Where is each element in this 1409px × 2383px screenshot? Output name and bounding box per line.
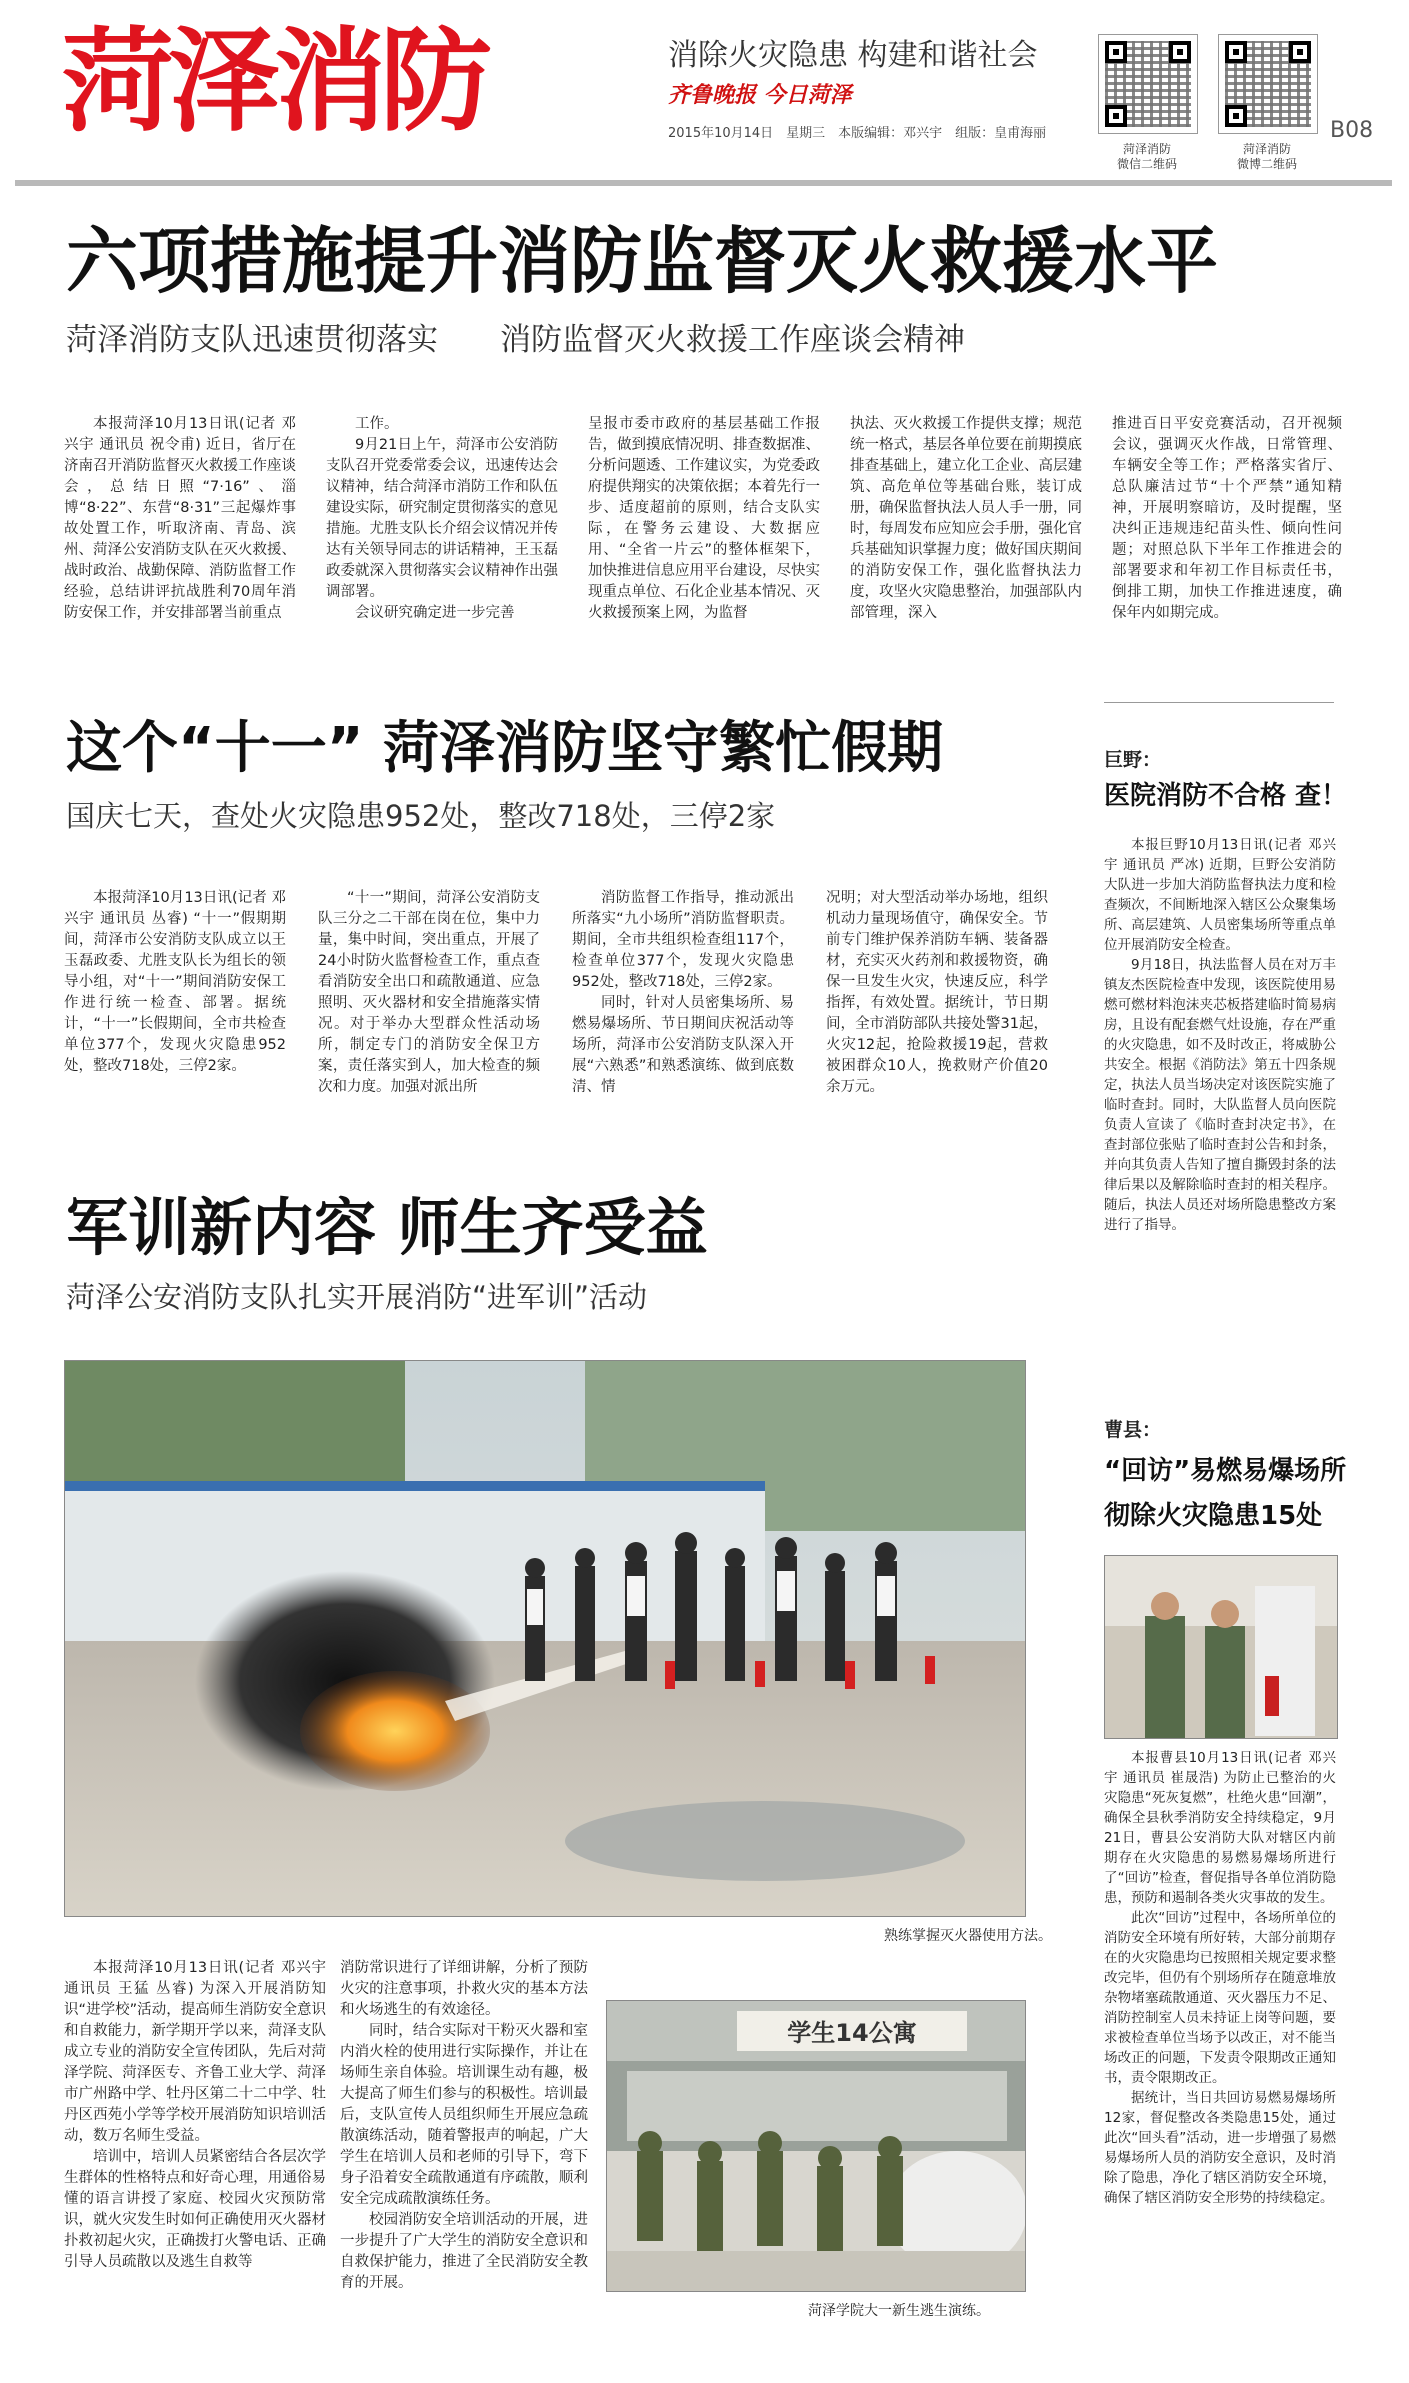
paragraph: 同时，结合实际对干粉灭火器和室内消火栓的使用进行实际操作，并让在场师生亲自体验。培训课生动有趣，极大提高了师生们参与的积极性。培训最后，支队宣传人员组织师生开展应急疏散演练活动，随着警报声的响起，广大学生在培训人员和老师的引导下，弯下身子沿着安全疏散通道有序疏散，顺利安全完成疏散演练任务。: [340, 2023, 588, 2207]
paragraph: 本报曹县10月13日讯(记者 邓兴宇 通讯员 崔晟浩) 为防止已整治的火灾隐患“死灰复燃”，杜绝火患“回潮”，确保全县秋季消防安全持续稳定，9月21日，曹县公安消防大队对辖区内前期存在火灾隐患的易燃易爆场所进行了“回访”检查，督促指导各单位消防隐患，预防和遏制各类火灾事故的发生。: [1104, 1750, 1336, 1906]
article1-subhead: 菏泽消防支队迅速贯彻落实 消防监督灭火救援工作座谈会精神: [66, 322, 965, 358]
sidebar2-body: [1104, 1748, 1336, 2348]
sidebar2-headline-line1: “回访”易燃易爆场所: [1104, 1456, 1347, 1486]
fire-inspection-photo: [1104, 1555, 1338, 1739]
masthead-title: 菏泽消防: [62, 17, 486, 147]
dorm-sign: 学生14公寓: [787, 2019, 917, 2047]
paragraph: 本报巨野10月13日讯(记者 邓兴宇 通讯员 严冰) 近期，巨野公安消防大队进一步加大消防监督执法力度和检查频次，不间断地深入辖区公众聚集场所、高层建筑、人员密集场所等重点单位开展消防安全检查。: [1104, 837, 1336, 953]
article2-subhead: 国庆七天，查处火灾隐患952处，整改718处，三停2家: [66, 799, 776, 833]
article1-col2: [326, 414, 558, 654]
sidebar-divider: [1104, 702, 1334, 703]
weibo-qr-code[interactable]: [1218, 34, 1318, 134]
page-number: B08: [1330, 118, 1374, 143]
article1-col1: 本报菏泽10月13日讯(记者 邓兴宇 通讯员 祝令甫) 近日，省厅在济南召开消防监督灭火救援工作座谈会，总结日照“7·16”、淄博“8·22”、东营“8·31”三起爆炸事故处置工作，听取济南、青岛、滨州、菏泽公安消防支队在灭火救援、战时政治、战勤保障、消防监督工作经验，总结讲评抗战胜利70周年消防安保工作，并安排部署当前重点: [64, 416, 296, 621]
inspection-illustration: [1105, 1556, 1337, 1738]
article2-col3: [572, 888, 794, 1128]
article3-col2: [340, 1958, 588, 2348]
paragraph: 据统计，当日共回访易燃易爆场所12家，督促整改各类隐患15处，通过此次“回头看”活动，进一步增强了易燃易爆场所人员的消防安全意识，及时消除了隐患，净化了辖区消防安全环境，确保了辖区消防安全形势的持续稳定。: [1104, 2090, 1336, 2206]
wechat-qr-label: 菏泽消防 微信二维码: [1116, 142, 1177, 171]
paragraph: 9月18日，执法监督人员在对万丰镇友杰医院检查中发现，该医院使用易燃可燃材料泡沫夹芯板搭建临时简易病房，且设有配套燃气灶设施，存在严重的火灾隐患，如不及时改正，将威胁公共安全。根据《消防法》第五十四条规定，执法人员当场决定对该医院实施了临时查封。同时，大队监督人员向医院负责人宣读了《临时查封决定书》，在查封部位张贴了临时查封公告和封条，并向其负责人告知了擅自撕毁封条的法律后果以及解除临时查封的相关程序。随后，执法人员还对场所隐患整改方案进行了指导。: [1104, 957, 1336, 1233]
photo2-caption: 菏泽学院大一新生逃生演练。: [808, 2303, 990, 2319]
paragraph: 消防监督工作指导，推动派出所落实“九小场所”消防监督职责。期间，全市共组织检查组117个，检查单位377个，发现火灾隐患952处，整改718处，三停2家。: [572, 890, 794, 990]
sidebar1-headline: 医院消防不合格 查！: [1104, 781, 1348, 811]
partner-logo: 齐鲁晚报 今日菏泽: [668, 83, 852, 108]
article2-col4: 况明；对大型活动举办场地，组织机动力量现场值守，确保安全。节前专门维护保养消防车辆、装备器材，充实灭火药剂和救援物资，确保一旦发生火灾，快速反应，科学指挥，有效处置。据统计，节日期间，全市消防部队共接处警31起，火灾12起，抢险救援19起，营救被困群众10人，挽救财产价值20余万元。: [826, 890, 1048, 1095]
article3-subhead: 菏泽公安消防支队扎实开展消防“进军训”活动: [66, 1280, 648, 1314]
weibo-qr-label: 菏泽消防 微博二维码: [1236, 142, 1297, 171]
masthead-divider: [15, 180, 1392, 186]
drill-illustration: [607, 2001, 1025, 2291]
article1-col4: 执法、灭火救援工作提供支撑；规范统一格式，基层各单位要在前期摸底排查基础上，建立化工企业、高层建筑、高危单位等基础台账，装订成册，确保监督执法人员人手一册，同时，每周发布应知应会手册，强化官兵基础知识掌握力度；做好国庆期间的消防安保工作，强化监督执法力度，攻坚火灾隐患整治，加强部队内部管理，深入: [850, 416, 1082, 621]
article1-col5: 推进百日平安竞赛活动，召开视频会议，强调灭火作战，日常管理、车辆安全等工作；严格落实省厅、总队廉洁过节“十个严禁”通知精神，开展明察暗访，及时提醒，坚决纠正违规违纪苗头性、倾向性问题；对照总队下半年工作推进会的部署要求和年初工作目标责任书，倒排工期，加快工作推进速度，确保年内如期完成。: [1112, 416, 1342, 621]
article1-headline: 六项措施提升消防监督灭火救援水平: [66, 219, 1219, 303]
paragraph: 会议研究确定进一步完善: [355, 605, 515, 621]
sidebar2-headline-line2: 彻除火灾隐患15处: [1104, 1501, 1323, 1531]
fire-extinguisher-training-photo: [64, 1360, 1026, 1917]
photo1-caption: 熟练掌握灭火器使用方法。: [884, 1928, 1052, 1944]
photo-illustration: [65, 1361, 1025, 1916]
paragraph: 9月21日上午，菏泽市公安消防支队召开党委常委会议，迅速传达会议精神，结合菏泽市消防工作和队伍建设实际，研究制定贯彻落实的意见措施。尤胜支队长介绍会议情况并传达有关领导同志的讲话精神，王玉磊政委就深入贯彻落实会议精神作出强调部署。: [326, 437, 558, 600]
article2-col2: “十一”期间，菏泽公安消防支队三分之二干部在岗在位，集中力量，集中时间，突出重点，开展了24小时防火监督检查工作，重点查看消防安全出口和疏散通道、应急照明、灭火器材和安全措施落实情况。对于举办大型群众性活动场所，制定专门的消防安全保卫方案，责任落实到人，加大检查的频次和力度。加强对派出所: [318, 890, 540, 1095]
paragraph: 培训中，培训人员紧密结合各层次学生群体的性格特点和好奇心理，用通俗易懂的语言讲授了家庭、校园火灾预防常识，就火灾发生时如何正确使用灭火器材扑救初起火灾，正确拨打火警电话、正确引导人员疏散以及逃生自救等: [64, 2149, 326, 2270]
sidebar1-body: [1104, 835, 1336, 1375]
article2-col1: 本报菏泽10月13日讯(记者 邓兴宇 通讯员 丛睿) “十一”假期期间，菏泽市公安消防支队成立以王玉磊政委、尤胜支队长为组长的领导小组，对“十一”期间消防安保工作进行统一检查、部署。据统计，“十一”长假期间，全市共检查单位377个，发现火灾隐患952处，整改718处，三停2家。: [64, 890, 286, 1074]
article3-headline: 军训新内容 师生齐受益: [66, 1191, 708, 1264]
article1-col3: 呈报市委市政府的基层基础工作报告，做到摸底情况明、排查数据准、分析问题透、工作建议实，为党委政府提供翔实的决策依据；本着先行一步、适度超前的原则，结合支队实际，在警务云建设、大数据应用、“全省一片云”的整体框架下，加快推进信息应用平台建设，尽快实现重点单位、石化企业基本情况、灭火救援预案上网，为监督: [588, 416, 820, 621]
paragraph: 消防常识进行了详细讲解，分析了预防火灾的注意事项，扑救火灾的基本方法和火场逃生的有效途径。: [340, 1960, 588, 2018]
article2-headline: 这个“十一” 菏泽消防坚守繁忙假期: [66, 716, 944, 781]
evacuation-drill-photo: [606, 2000, 1026, 2292]
paragraph: 此次“回访”过程中，各场所单位的消防安全环境有所好转，大部分前期存在的火灾隐患均已按照相关规定要求整改完毕，但仍有个别场所存在随意堆放杂物堵塞疏散通道、灭火器压力不足、消防控制室人员未持证上岗等问题，要求被检查单位当场予以改正，对不能当场改正的问题，下发责令限期改正通知书，责令限期改正。: [1104, 1910, 1336, 2086]
sidebar1-kicker: 巨野：: [1104, 749, 1162, 771]
sidebar2-kicker: 曹县：: [1104, 1419, 1162, 1441]
masthead-slogan: 消除火灾隐患 构建和谐社会: [668, 38, 1038, 73]
wechat-qr-code[interactable]: [1098, 34, 1198, 134]
paragraph: 工作。: [355, 416, 399, 432]
paragraph: 本报菏泽10月13日讯(记者 邓兴宇 通讯员 王猛 丛睿) 为深入开展消防知识“进学校”活动，提高师生消防安全意识和自救能力，新学期开学以来，菏泽支队成立专业的消防安全宣传团队，先后对菏泽学院、菏泽医专、齐鲁工业大学、菏泽市广州路中学、牡丹区第二十二中学、牡丹区西苑小学等学校开展消防知识培训活动，数万名师生受益。: [64, 1960, 326, 2144]
issue-line: 2015年10月14日 星期三 本版编辑：邓兴宇 组版：皇甫海丽: [668, 126, 1047, 141]
article3-col1: [64, 1958, 326, 2348]
paragraph: 校园消防安全培训活动的开展，进一步提升了广大学生的消防安全意识和自救保护能力，推进了全民消防安全教育的开展。: [340, 2212, 588, 2291]
paragraph: 同时，针对人员密集场所、易燃易爆场所、节日期间庆祝活动等场所，菏泽市公安消防支队深入开展“六熟悉”和熟悉演练、做到底数清、情: [572, 995, 794, 1095]
